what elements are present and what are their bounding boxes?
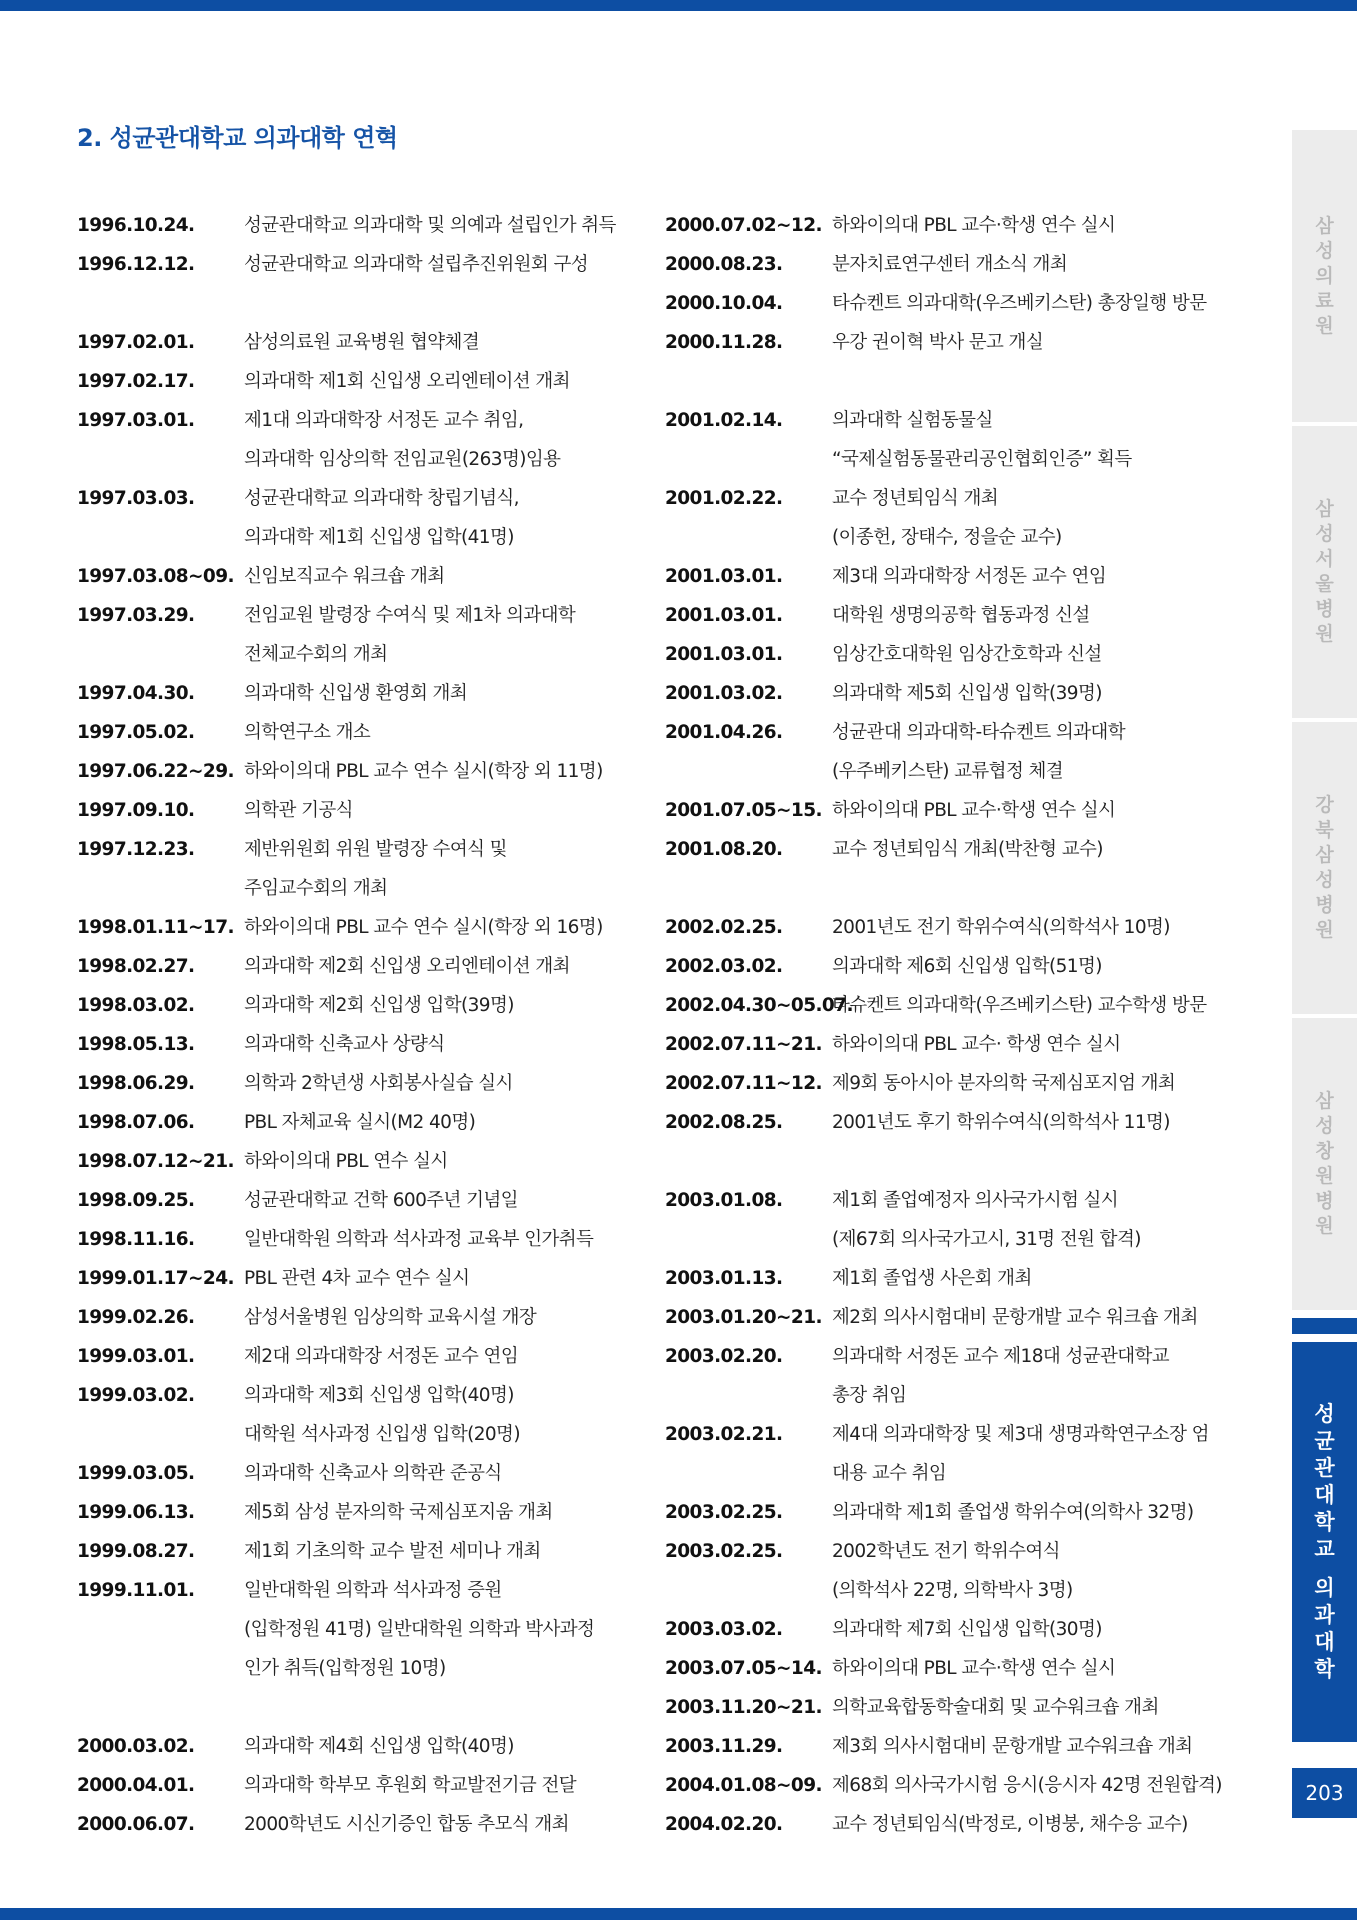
entry-date: 1999.03.05.	[77, 1463, 195, 1484]
entry-date: 1996.12.12.	[77, 254, 195, 275]
entry-date: 1999.06.13.	[77, 1502, 195, 1523]
timeline-entry	[665, 908, 1225, 947]
timeline-entry	[77, 908, 657, 947]
entry-date: 2003.11.29.	[665, 1736, 783, 1757]
timeline-entry	[77, 752, 657, 791]
entry-date: 1998.09.25.	[77, 1190, 195, 1211]
timeline-entry	[665, 1727, 1225, 1766]
side-tab-samsung-medical-center[interactable]	[1292, 130, 1357, 422]
timeline-entry	[665, 1025, 1225, 1064]
entry-date: 2004.02.20.	[665, 1814, 783, 1835]
entry-date: 1997.12.23.	[77, 839, 195, 860]
entry-text: 삼성의료원 교육병원 협약체결	[244, 332, 480, 353]
entry-date: 1997.03.08~09.	[77, 566, 234, 587]
entry-date: 1998.01.11~17.	[77, 917, 234, 938]
timeline-entry	[665, 323, 1225, 362]
entry-text: 일반대학원 의학과 석사과정 교육부 인가취득	[244, 1229, 594, 1250]
entry-text: 의과대학 서정돈 교수 제18대 성균관대학교 총장 취임	[832, 1346, 1170, 1406]
entry-date: 2002.03.02.	[665, 956, 783, 977]
entry-date: 2000.06.07.	[77, 1814, 195, 1835]
entry-date: 1997.05.02.	[77, 722, 195, 743]
timeline-gap	[77, 284, 657, 323]
entry-date: 2002.07.11~21.	[665, 1034, 822, 1055]
timeline-entry	[77, 1025, 657, 1064]
entry-date: 1997.02.17.	[77, 371, 195, 392]
timeline-entry	[665, 1181, 1225, 1259]
timeline-gap	[665, 1142, 1225, 1181]
timeline-entry	[77, 791, 657, 830]
entry-date: 1999.08.27.	[77, 1541, 195, 1562]
timeline-entry	[77, 206, 657, 245]
entry-text: 2001년도 전기 학위수여식(의학석사 10명)	[832, 917, 1170, 938]
entry-text: 의과대학 제5회 신입생 입학(39명)	[832, 683, 1102, 704]
entry-text: 분자치료연구센터 개소식 개최	[832, 254, 1068, 275]
timeline-entry	[665, 1298, 1225, 1337]
entry-date: 2001.02.22.	[665, 488, 783, 509]
entry-text: PBL 자체교육 실시(M2 40명)	[244, 1112, 476, 1133]
entry-text: 의과대학 실험동물실 “국제실험동물관리공인협회인증” 획득	[832, 410, 1132, 470]
page-number: 203	[1292, 1768, 1357, 1818]
entry-date: 1999.03.01.	[77, 1346, 195, 1367]
entry-text: 의과대학 제3회 신입생 입학(40명) 대학원 석사과정 신입생 입학(20명)	[244, 1385, 520, 1445]
entry-date: 1999.02.26.	[77, 1307, 195, 1328]
timeline-entry	[77, 1337, 657, 1376]
timeline-entry	[77, 479, 657, 557]
timeline-left-column	[77, 206, 657, 1844]
entry-text: 전임교원 발령장 수여식 및 제1차 의과대학 전체교수회의 개최	[244, 605, 576, 665]
entry-text: 의과대학 제2회 신입생 오리엔테이션 개최	[244, 956, 570, 977]
timeline-entry	[77, 1727, 657, 1766]
entry-text: 제2대 의과대학장 서정돈 교수 연임	[244, 1346, 519, 1367]
entry-text: 하와이의대 PBL 교수·학생 연수 실시	[832, 1658, 1116, 1679]
entry-text: 성균관대학교 건학 600주년 기념일	[244, 1190, 518, 1211]
entry-text: 제1대 의과대학장 서정돈 교수 취임, 의과대학 임상의학 전임교원(263명)임용	[244, 410, 561, 470]
entry-date: 2001.08.20.	[665, 839, 783, 860]
entry-text: 제9회 동아시아 분자의학 국제심포지엄 개최	[832, 1073, 1176, 1094]
entry-text: 제5회 삼성 분자의학 국제심포지움 개최	[244, 1502, 553, 1523]
side-tab-label: 삼 성 의 료 원	[1315, 214, 1334, 337]
entry-text: 제68회 의사국가시험 응시(응시자 42명 전원합격)	[832, 1775, 1222, 1796]
entry-date: 1998.11.16.	[77, 1229, 195, 1250]
timeline-entry	[665, 986, 1225, 1025]
timeline-entry	[77, 1103, 657, 1142]
timeline-entry	[77, 1532, 657, 1571]
timeline-entry	[77, 1298, 657, 1337]
entry-text: 타슈켄트 의과대학(우즈베키스탄) 총장일행 방문	[832, 293, 1207, 314]
entry-date: 1998.05.13.	[77, 1034, 195, 1055]
timeline-entry	[665, 674, 1225, 713]
entry-date: 2001.03.02.	[665, 683, 783, 704]
entry-date: 2003.01.20~21.	[665, 1307, 822, 1328]
entry-text: 2002학년도 전기 학위수여식 (의학석사 22명, 의학박사 3명)	[832, 1541, 1073, 1601]
side-tab-label: 강 북 삼 성 병 원	[1315, 794, 1334, 941]
entry-date: 2003.07.05~14.	[665, 1658, 822, 1679]
entry-date: 2002.08.25.	[665, 1112, 783, 1133]
entry-text: 제2회 의사시험대비 문항개발 교수 워크숍 개최	[832, 1307, 1198, 1328]
timeline-entry	[77, 1220, 657, 1259]
entry-text: 하와이의대 PBL 교수 연수 실시(학장 외 11명)	[244, 761, 603, 782]
entry-text: 의과대학 제4회 신입생 입학(40명)	[244, 1736, 514, 1757]
timeline-entry	[665, 596, 1225, 635]
entry-date: 2000.10.04.	[665, 293, 783, 314]
entry-date: 1999.03.02.	[77, 1385, 195, 1406]
entry-text: 제1회 졸업생 사은회 개최	[832, 1268, 1032, 1289]
entry-text: 의학관 기공식	[244, 800, 353, 821]
timeline-entry	[77, 557, 657, 596]
entry-text: 하와이의대 PBL 교수·학생 연수 실시	[832, 800, 1116, 821]
entry-date: 2000.07.02~12.	[665, 215, 822, 236]
timeline-entry	[77, 1142, 657, 1181]
timeline-entry	[77, 1454, 657, 1493]
entry-text: 신임보직교수 워크숍 개최	[244, 566, 445, 587]
entry-date: 1999.11.01.	[77, 1580, 195, 1601]
entry-text: 의과대학 제6회 신입생 입학(51명)	[832, 956, 1102, 977]
entry-date: 1997.09.10.	[77, 800, 195, 821]
timeline-entry	[77, 1493, 657, 1532]
timeline-entry	[665, 557, 1225, 596]
entry-date: 2000.11.28.	[665, 332, 783, 353]
timeline-entry	[77, 323, 657, 362]
entry-date: 1996.10.24.	[77, 215, 195, 236]
timeline-entry	[665, 1805, 1225, 1844]
timeline-entry	[77, 362, 657, 401]
timeline-entry	[77, 986, 657, 1025]
timeline-entry	[77, 947, 657, 986]
entry-date: 1998.06.29.	[77, 1073, 195, 1094]
entry-date: 1999.01.17~24.	[77, 1268, 234, 1289]
timeline-entry	[665, 1649, 1225, 1688]
entry-date: 2001.03.01.	[665, 644, 783, 665]
entry-date: 1997.06.22~29.	[77, 761, 234, 782]
entry-text: 대학원 생명의공학 협동과정 신설	[832, 605, 1090, 626]
timeline-entry	[665, 401, 1225, 479]
entry-text: 제3회 의사시험대비 문항개발 교수워크숍 개최	[832, 1736, 1193, 1757]
entry-text: 임상간호대학원 임상간호학과 신설	[832, 644, 1102, 665]
timeline-entry	[77, 1376, 657, 1454]
entry-text: 성균관대학교 의과대학 창립기념식, 의과대학 제1회 신입생 입학(41명)	[244, 488, 519, 548]
side-tab-kangbuk-samsung-hospital[interactable]	[1292, 722, 1357, 1014]
entry-text: 성균관대학교 의과대학 설립추진위원회 구성	[244, 254, 588, 275]
entry-date: 2003.02.21.	[665, 1424, 783, 1445]
entry-date: 2001.02.14.	[665, 410, 783, 431]
entry-text: 의과대학 신축교사 상량식	[244, 1034, 445, 1055]
timeline-entry	[665, 1688, 1225, 1727]
timeline-entry	[665, 713, 1225, 791]
side-tab-samsung-changwon-hospital[interactable]	[1292, 1018, 1357, 1310]
entry-date: 2003.01.13.	[665, 1268, 783, 1289]
timeline-gap	[77, 1688, 657, 1727]
timeline-entry	[665, 1532, 1225, 1610]
page-title: 2. 성균관대학교 의과대학 연혁	[77, 124, 398, 152]
entry-text: 2000학년도 시신기증인 합동 추모식 개최	[244, 1814, 569, 1835]
entry-text: 일반대학원 의학과 석사과정 증원 (입학정원 41명) 일반대학원 의학과 박사과정 인가 취득(입학정원 10명)	[244, 1580, 595, 1679]
timeline-entry	[77, 1766, 657, 1805]
entry-date: 1998.02.27.	[77, 956, 195, 977]
entry-text: 의학연구소 개소	[244, 722, 371, 743]
entry-date: 2004.01.08~09.	[665, 1775, 822, 1796]
entry-text: 의학과 2학년생 사회봉사실습 실시	[244, 1073, 513, 1094]
entry-text: 교수 정년퇴임식 개최(박찬형 교수)	[832, 839, 1103, 860]
entry-date: 2003.03.02.	[665, 1619, 783, 1640]
side-tab-accent	[1292, 1318, 1357, 1334]
timeline-entry	[665, 1766, 1225, 1805]
timeline-entry	[665, 1610, 1225, 1649]
timeline-entry	[77, 674, 657, 713]
timeline-entry	[665, 284, 1225, 323]
entry-text: 제1회 기초의학 교수 발전 세미나 개최	[244, 1541, 541, 1562]
entry-text: 의과대학 제2회 신입생 입학(39명)	[244, 995, 514, 1016]
side-tab-samsung-seoul-hospital[interactable]	[1292, 426, 1357, 718]
entry-text: 하와이의대 PBL 교수 연수 실시(학장 외 16명)	[244, 917, 603, 938]
timeline-entry	[665, 245, 1225, 284]
entry-date: 2000.08.23.	[665, 254, 783, 275]
entry-text: 의과대학 신축교사 의학관 준공식	[244, 1463, 502, 1484]
entry-date: 2000.03.02.	[77, 1736, 195, 1757]
entry-text: 의과대학 학부모 후원회 학교발전기금 전달	[244, 1775, 577, 1796]
entry-date: 1997.04.30.	[77, 683, 195, 704]
entry-date: 2003.01.08.	[665, 1190, 783, 1211]
timeline-entry	[665, 791, 1225, 830]
entry-date: 1997.03.01.	[77, 410, 195, 431]
entry-text: 삼성서울병원 임상의학 교육시설 개장	[244, 1307, 537, 1328]
entry-date: 2001.03.01.	[665, 566, 783, 587]
entry-text: 의과대학 제1회 신입생 오리엔테이션 개최	[244, 371, 570, 392]
timeline-entry	[77, 713, 657, 752]
entry-text: 제4대 의과대학장 및 제3대 생명과학연구소장 엄 대용 교수 취임	[832, 1424, 1209, 1484]
timeline-entry	[665, 830, 1225, 869]
entry-date: 2003.02.20.	[665, 1346, 783, 1367]
entry-date: 2001.04.26.	[665, 722, 783, 743]
entry-date: 2002.07.11~12.	[665, 1073, 822, 1094]
side-tab-label: 삼 성 창 원 병 원	[1315, 1090, 1334, 1237]
timeline-entry	[665, 635, 1225, 674]
entry-date: 2003.02.25.	[665, 1502, 783, 1523]
entry-text: 우강 권이혁 박사 문고 개실	[832, 332, 1044, 353]
entry-text: 교수 정년퇴임식(박정로, 이병붕, 채수응 교수)	[832, 1814, 1188, 1835]
entry-text: 하와이의대 PBL 연수 실시	[244, 1151, 448, 1172]
entry-date: 1997.03.29.	[77, 605, 195, 626]
timeline-entry	[665, 479, 1225, 557]
entry-date: 1998.03.02.	[77, 995, 195, 1016]
timeline-entry	[77, 830, 657, 908]
side-tab-label: 삼 성 서 울 병 원	[1315, 498, 1334, 645]
entry-date: 2002.02.25.	[665, 917, 783, 938]
entry-text: 타슈켄트 의과대학(우즈베키스탄) 교수학생 방문	[832, 995, 1207, 1016]
entry-text: 제반위원회 위원 발령장 수여식 및 주임교수회의 개최	[244, 839, 507, 899]
timeline-entry	[665, 1064, 1225, 1103]
side-tab-label: 성 균 관 대 학 교 의 과 대 학	[1314, 1402, 1335, 1681]
timeline-entry	[77, 1805, 657, 1844]
timeline-entry	[77, 245, 657, 284]
side-tab-skku-medicine[interactable]	[1292, 1342, 1357, 1742]
timeline-entry	[77, 401, 657, 479]
timeline-gap	[665, 869, 1225, 908]
entry-date: 2001.07.05~15.	[665, 800, 822, 821]
entry-date: 2001.03.01.	[665, 605, 783, 626]
entry-text: 의과대학 신입생 환영회 개최	[244, 683, 468, 704]
timeline-entry	[665, 947, 1225, 986]
timeline-entry	[665, 1493, 1225, 1532]
bottom-bar	[0, 1908, 1357, 1920]
entry-date: 2002.04.30~05.07.	[665, 995, 853, 1016]
entry-date: 2000.04.01.	[77, 1775, 195, 1796]
timeline-entry	[77, 1181, 657, 1220]
timeline-right-column	[665, 206, 1225, 1844]
entry-text: 성균관대학교 의과대학 및 의예과 설립인가 취득	[244, 215, 616, 236]
entry-date: 2003.02.25.	[665, 1541, 783, 1562]
timeline-entry	[665, 1415, 1225, 1493]
entry-date: 1997.03.03.	[77, 488, 195, 509]
timeline-entry	[77, 1064, 657, 1103]
entry-text: 제3대 의과대학장 서정돈 교수 연임	[832, 566, 1107, 587]
timeline-entry	[77, 596, 657, 674]
timeline-entry	[665, 1337, 1225, 1415]
entry-text: 2001년도 후기 학위수여식(의학석사 11명)	[832, 1112, 1170, 1133]
timeline-entry	[77, 1259, 657, 1298]
entry-date: 2003.11.20~21.	[665, 1697, 822, 1718]
timeline-entry	[77, 1571, 657, 1688]
top-bar	[0, 0, 1357, 11]
entry-text: PBL 관련 4차 교수 연수 실시	[244, 1268, 470, 1289]
entry-text: 제1회 졸업예정자 의사국가시험 실시 (제67회 의사국가고시, 31명 전원 합격)	[832, 1190, 1141, 1250]
entry-text: 의과대학 제1회 졸업생 학위수여(의학사 32명)	[832, 1502, 1194, 1523]
entry-date: 1998.07.06.	[77, 1112, 195, 1133]
entry-text: 성균관대 의과대학-타슈켄트 의과대학 (우주베키스탄) 교류협정 체결	[832, 722, 1125, 782]
entry-date: 1998.07.12~21.	[77, 1151, 234, 1172]
timeline-gap	[665, 362, 1225, 401]
entry-text: 하와이의대 PBL 교수·학생 연수 실시	[832, 215, 1116, 236]
entry-date: 1997.02.01.	[77, 332, 195, 353]
timeline-entry	[665, 206, 1225, 245]
entry-text: 하와이의대 PBL 교수· 학생 연수 실시	[832, 1034, 1121, 1055]
entry-text: 의학교육합동학술대회 및 교수워크숍 개최	[832, 1697, 1159, 1718]
entry-text: 의과대학 제7회 신입생 입학(30명)	[832, 1619, 1102, 1640]
timeline-entry	[665, 1103, 1225, 1142]
timeline-entry	[665, 1259, 1225, 1298]
entry-text: 교수 정년퇴임식 개최 (이종헌, 장태수, 정을순 교수)	[832, 488, 1062, 548]
